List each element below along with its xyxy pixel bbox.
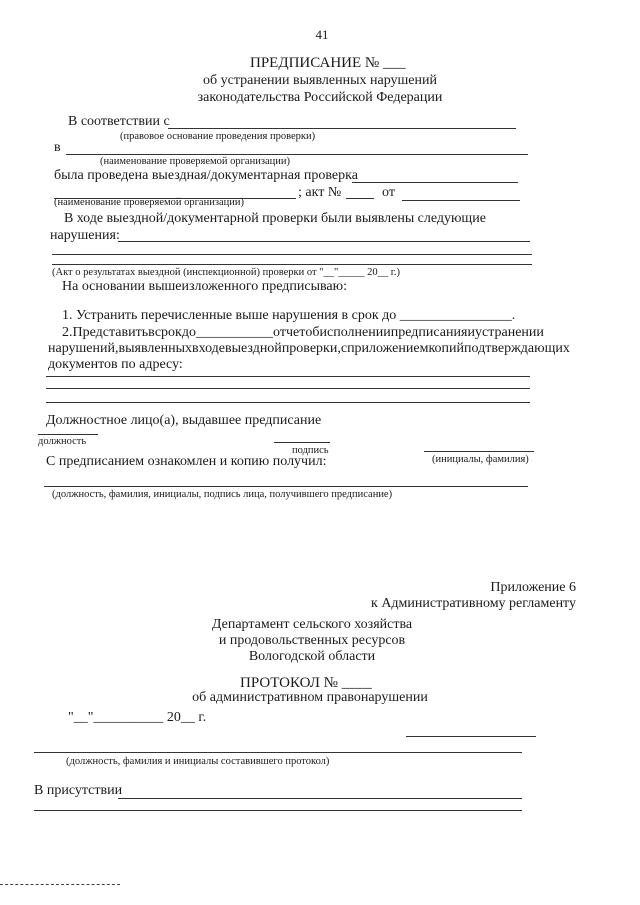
word: ходе (198, 341, 226, 356)
word: в (191, 341, 199, 356)
word: были (320, 211, 352, 226)
initials-line (424, 451, 534, 452)
order-title (250, 56, 405, 71)
based-on-text: На основании вышеизложенного предписываю: (62, 279, 347, 294)
word: копий (428, 341, 465, 356)
protocol-date: "__"__________ 20__ г. (68, 710, 207, 725)
order-subtitle-1: об устранении выявленных нарушений (203, 73, 437, 88)
word: и (467, 325, 475, 340)
according-to-label: В соответствии с (68, 114, 170, 129)
in-label: в (54, 140, 61, 155)
signature-label: подпись (292, 445, 329, 456)
footer-rule (0, 884, 120, 885)
word: ходе (76, 211, 104, 226)
word: устранении (474, 325, 544, 340)
order-title-blank: ___ (382, 55, 406, 71)
word: выявленных (118, 341, 192, 356)
violations-line-c (52, 264, 532, 265)
word: нарушений, (48, 341, 119, 356)
act-hint: (Акт о результатах выездной (инспекционной) проверки от "__"_____ 20__ г.) (52, 267, 400, 278)
presence-line-2 (34, 810, 522, 811)
receiver-line (44, 486, 528, 487)
inspection-line (352, 182, 518, 183)
from-label: от (382, 185, 395, 200)
violations-continued: нарушения: (50, 228, 120, 243)
word: об (305, 325, 320, 340)
official-label: Должностное лицо(а), выдавшее предписание (46, 413, 322, 428)
department-line-3: Вологодской области (248, 649, 376, 664)
presence-label: В присутствии (34, 783, 123, 798)
initials-label: (инициалы, фамилия) (432, 454, 529, 465)
act-no-line (346, 198, 374, 199)
signature-line (274, 442, 330, 443)
receiver-hint: (должность, фамилия, инициалы, подпись лица, получившего предписание) (52, 489, 393, 500)
word: подтверждающих (464, 341, 570, 356)
protocol-title-text: ПРОТОКОЛ № (240, 675, 338, 691)
word: Представить (72, 325, 149, 340)
org-name-hint-2: (наименование проверяемой организации) (54, 197, 244, 208)
word: отчет (273, 325, 306, 340)
protocol-title (240, 676, 372, 691)
act-date-line (402, 200, 520, 201)
legal-basis-line (168, 128, 516, 129)
presence-line-1 (118, 798, 522, 799)
department-line-1: Департамент сельского хозяйства (211, 617, 413, 632)
word: проверки, (281, 341, 341, 356)
word: приложением (347, 341, 429, 356)
order-title-text: ПРЕДПИСАНИЕ № (250, 55, 380, 71)
legal-basis-hint: (правовое основание проведения проверки) (120, 131, 316, 142)
order-item-2-line-3: документов по адресу: (48, 357, 183, 372)
word: следующие (417, 211, 486, 226)
department-line-2: и продовольственных ресурсов (218, 633, 406, 648)
word: выявлены (355, 211, 415, 226)
violations-line-a (118, 241, 530, 242)
protocol-title-blank: ____ (341, 675, 372, 691)
order-item-2-line-2 (48, 341, 570, 356)
act-no-label: ; акт № (298, 185, 342, 200)
word: до (181, 325, 196, 340)
address-line-2 (46, 388, 530, 389)
position-label: должность (38, 436, 87, 447)
violations-line-1 (64, 212, 486, 226)
protocol-place-line (406, 736, 536, 737)
org-name-line (66, 154, 528, 155)
protocol-subtitle: об административном правонарушении (192, 690, 428, 705)
org-name-hint: (наименование проверяемой организации) (100, 156, 290, 167)
address-line-3 (46, 402, 530, 403)
acknowledged-text: С предписанием ознакомлен и копию получил: (46, 454, 327, 469)
word: в (148, 325, 155, 340)
page-number: 41 (315, 27, 329, 42)
word: В (64, 211, 74, 226)
word: с (340, 341, 348, 356)
address-line-1 (46, 376, 530, 377)
word: ___________ (196, 325, 274, 340)
word: срок (154, 325, 182, 340)
composer-line (34, 752, 522, 753)
appendix-regulation: к Административному регламенту (371, 596, 576, 611)
order-item-1: 1. Устранить перечисленные выше нарушения в срок до ________________. (62, 308, 516, 323)
order-subtitle-2: законодательства Российской Федерации (197, 90, 443, 105)
word: исполнении (319, 325, 391, 340)
order-item-2-line-1 (62, 326, 544, 340)
word: предписания (390, 325, 468, 340)
word: выездной (225, 341, 282, 356)
position-line (38, 434, 98, 435)
violations-line-b (52, 254, 532, 255)
word: 2. (62, 325, 73, 340)
word: проверки (262, 211, 318, 226)
appendix-number: Приложение 6 (490, 580, 576, 595)
inspection-done-text: была проведена выездная/документарная проверка (54, 168, 358, 183)
composer-hint: (должность, фамилия и инициалы составившего протокол) (66, 756, 330, 767)
word: выездной/документарной (106, 211, 259, 226)
